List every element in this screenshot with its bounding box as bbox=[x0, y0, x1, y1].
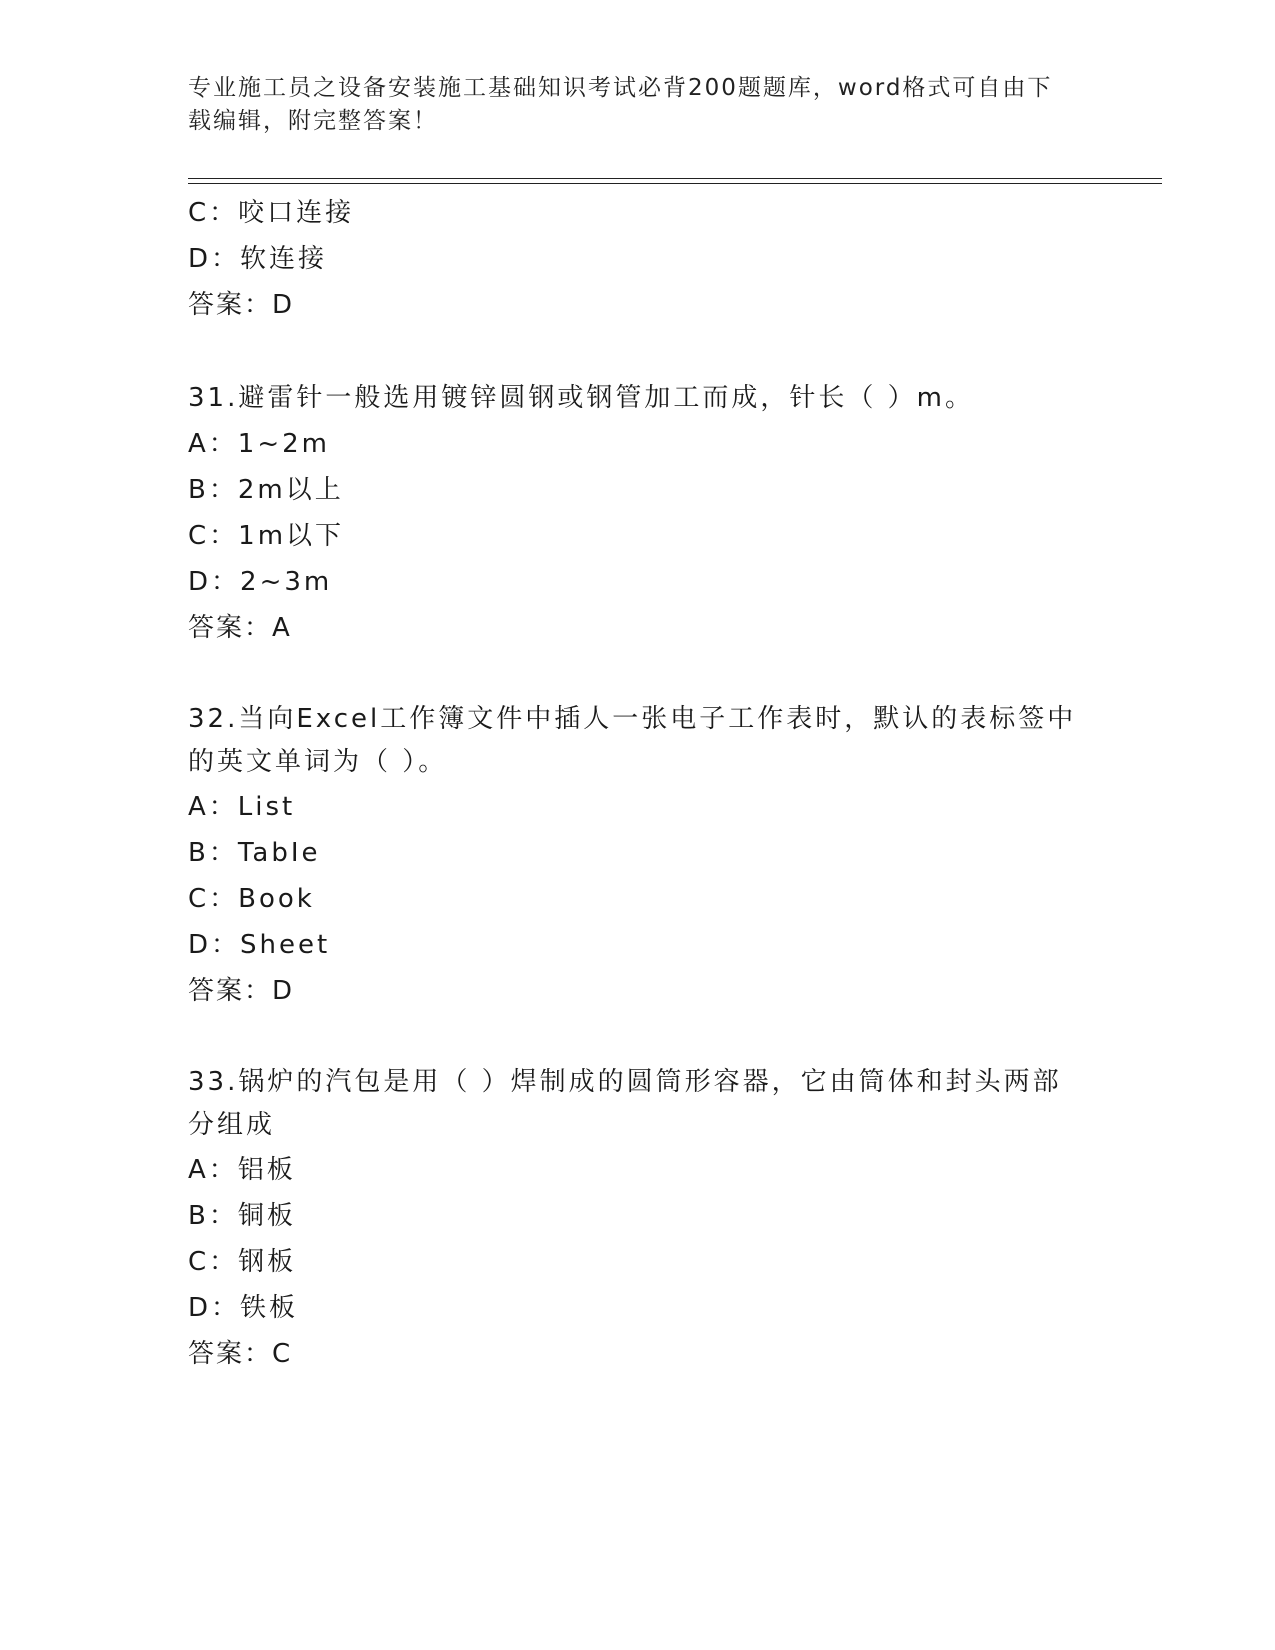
question-text: 32.当向Excel工作簿文件中插人一张电子工作表时，默认的表标签中的英文单词为（ ）。 bbox=[188, 704, 1077, 777]
question-33 bbox=[188, 1061, 1088, 1377]
option-b: B：TabIe bbox=[188, 838, 321, 868]
spacer bbox=[188, 651, 1088, 698]
header-divider bbox=[188, 178, 1162, 179]
option-b: B：2m以上 bbox=[188, 475, 344, 505]
document-body bbox=[188, 190, 1088, 1377]
option-d: D：铁板 bbox=[188, 1293, 299, 1323]
option-d: D：2~3m bbox=[188, 567, 333, 597]
option-a: A：1~2m bbox=[188, 429, 330, 459]
question-text: 31.避雷针一般选用镀锌圆钢或钢管加工而成，针长（ ）m。 bbox=[188, 383, 974, 413]
option-d: D：Sheet bbox=[188, 930, 331, 960]
option-a: A：List bbox=[188, 792, 296, 822]
option-d: D：软连接 bbox=[188, 244, 328, 274]
spacer bbox=[188, 1014, 1088, 1061]
question-text: 33.锅炉的汽包是用（ ）焊制成的圆筒形容器，它由筒体和封头两部分组成 bbox=[188, 1067, 1062, 1140]
page-header bbox=[188, 72, 1068, 138]
question-31 bbox=[188, 375, 1088, 651]
option-b: B：铜板 bbox=[188, 1201, 296, 1231]
answer: 答案：A bbox=[188, 613, 292, 643]
option-c: C：咬口连接 bbox=[188, 198, 355, 228]
answer: 答案：D bbox=[188, 976, 295, 1006]
spacer bbox=[188, 328, 1088, 375]
header-title: 专业施工员之设备安装施工基础知识考试必背200题题库，word格式可自由下载编辑，附完整答案！ bbox=[188, 75, 1053, 134]
option-c: C：钢板 bbox=[188, 1247, 297, 1277]
answer: 答案：D bbox=[188, 290, 295, 320]
option-c: C：Book bbox=[188, 884, 315, 914]
answer: 答案：C bbox=[188, 1339, 293, 1369]
header-divider-second bbox=[188, 183, 1162, 184]
question-30-continued bbox=[188, 190, 1088, 328]
question-32 bbox=[188, 698, 1088, 1014]
option-c: C：1m以下 bbox=[188, 521, 345, 551]
option-a: A：铝板 bbox=[188, 1155, 296, 1185]
